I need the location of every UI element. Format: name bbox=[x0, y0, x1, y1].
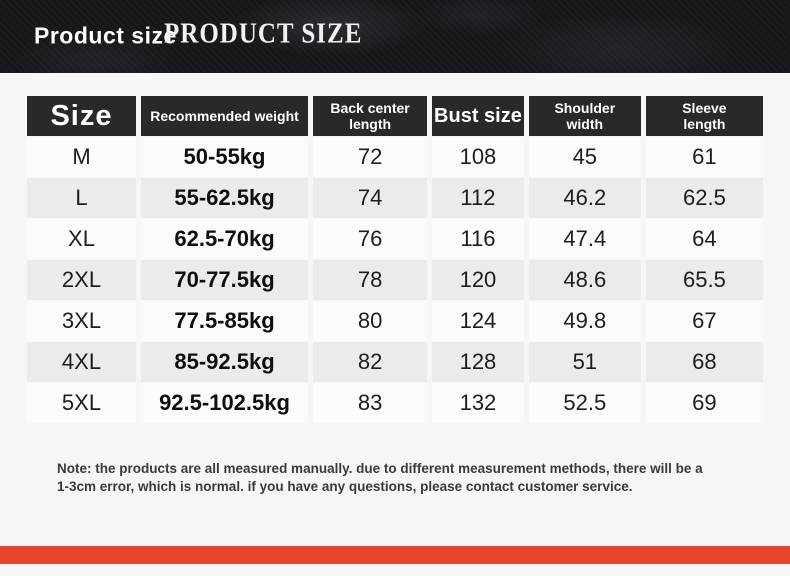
note-line-1: Note: the products are all measured manually. due to different measurement methods, there will be a bbox=[57, 461, 703, 476]
table-row-4xl bbox=[27, 342, 763, 382]
note-line-2: 1-3cm error, which is normal. if you have any questions, please contact customer service. bbox=[57, 478, 633, 494]
size-cell: 4XL bbox=[27, 342, 136, 382]
shoulder-cell: 46.2 bbox=[529, 178, 641, 218]
back-length-cell: 82 bbox=[313, 342, 427, 382]
measurement-note bbox=[57, 460, 737, 496]
back-length-cell: 78 bbox=[313, 260, 427, 300]
table-row-2xl bbox=[27, 260, 763, 300]
size-cell: 5XL bbox=[27, 383, 136, 423]
sleeve-cell: 67 bbox=[646, 301, 763, 341]
bust-cell: 108 bbox=[432, 137, 524, 177]
header-line: length bbox=[683, 116, 726, 132]
table-row-l bbox=[27, 178, 763, 218]
page-title: Product size bbox=[34, 22, 177, 49]
table-row-5xl bbox=[27, 383, 763, 423]
header-line: Sleeve bbox=[682, 99, 727, 116]
header-line: length bbox=[349, 116, 392, 132]
bust-cell: 116 bbox=[432, 219, 524, 259]
column-header-back-center-length bbox=[313, 96, 427, 136]
weight-cell: 50-55kg bbox=[141, 137, 308, 177]
back-length-cell: 72 bbox=[313, 137, 427, 177]
column-header-sleeve-length bbox=[646, 96, 763, 136]
weight-cell: 85-92.5kg bbox=[141, 342, 308, 382]
size-cell: 2XL bbox=[27, 260, 136, 300]
column-header-bust-size: Bust size bbox=[432, 96, 524, 136]
page-subtitle: PRODUCT SIZE bbox=[164, 18, 363, 50]
sleeve-cell: 62.5 bbox=[646, 178, 763, 218]
sleeve-cell: 64 bbox=[646, 219, 763, 259]
shoulder-cell: 47.4 bbox=[529, 219, 641, 259]
shoulder-cell: 51 bbox=[529, 342, 641, 382]
size-cell: M bbox=[27, 137, 136, 177]
bust-cell: 124 bbox=[432, 301, 524, 341]
back-length-cell: 74 bbox=[313, 178, 427, 218]
column-header-size: Size bbox=[27, 96, 136, 136]
size-cell: XL bbox=[27, 219, 136, 259]
back-length-cell: 80 bbox=[313, 301, 427, 341]
size-cell: 3XL bbox=[27, 301, 136, 341]
bust-cell: 128 bbox=[432, 342, 524, 382]
shoulder-cell: 52.5 bbox=[529, 383, 641, 423]
bust-cell: 132 bbox=[432, 383, 524, 423]
weight-cell: 62.5-70kg bbox=[141, 219, 308, 259]
weight-cell: 55-62.5kg bbox=[141, 178, 308, 218]
sleeve-cell: 69 bbox=[646, 383, 763, 423]
size-table-header bbox=[27, 96, 763, 136]
size-table-body bbox=[27, 137, 763, 423]
back-length-cell: 76 bbox=[313, 219, 427, 259]
table-row-m bbox=[27, 137, 763, 177]
size-cell: L bbox=[27, 178, 136, 218]
header-line: Shoulder bbox=[554, 99, 616, 116]
header-line: width bbox=[566, 116, 604, 132]
weight-cell: 92.5-102.5kg bbox=[141, 383, 308, 423]
header-line: Back center bbox=[330, 99, 410, 116]
column-header-shoulder-width bbox=[529, 96, 641, 136]
weight-cell: 70-77.5kg bbox=[141, 260, 308, 300]
shoulder-cell: 49.8 bbox=[529, 301, 641, 341]
table-row-3xl bbox=[27, 301, 763, 341]
weight-cell: 77.5-85kg bbox=[141, 301, 308, 341]
header-row bbox=[27, 96, 763, 136]
bottom-accent-bar bbox=[0, 546, 790, 564]
bust-cell: 112 bbox=[432, 178, 524, 218]
bust-cell: 120 bbox=[432, 260, 524, 300]
size-table bbox=[22, 95, 768, 424]
column-header-recommended-weight: Recommended weight bbox=[141, 96, 308, 136]
top-banner bbox=[0, 0, 790, 73]
shoulder-cell: 48.6 bbox=[529, 260, 641, 300]
shoulder-cell: 45 bbox=[529, 137, 641, 177]
sleeve-cell: 61 bbox=[646, 137, 763, 177]
sleeve-cell: 68 bbox=[646, 342, 763, 382]
back-length-cell: 83 bbox=[313, 383, 427, 423]
table-row-xl bbox=[27, 219, 763, 259]
sleeve-cell: 65.5 bbox=[646, 260, 763, 300]
